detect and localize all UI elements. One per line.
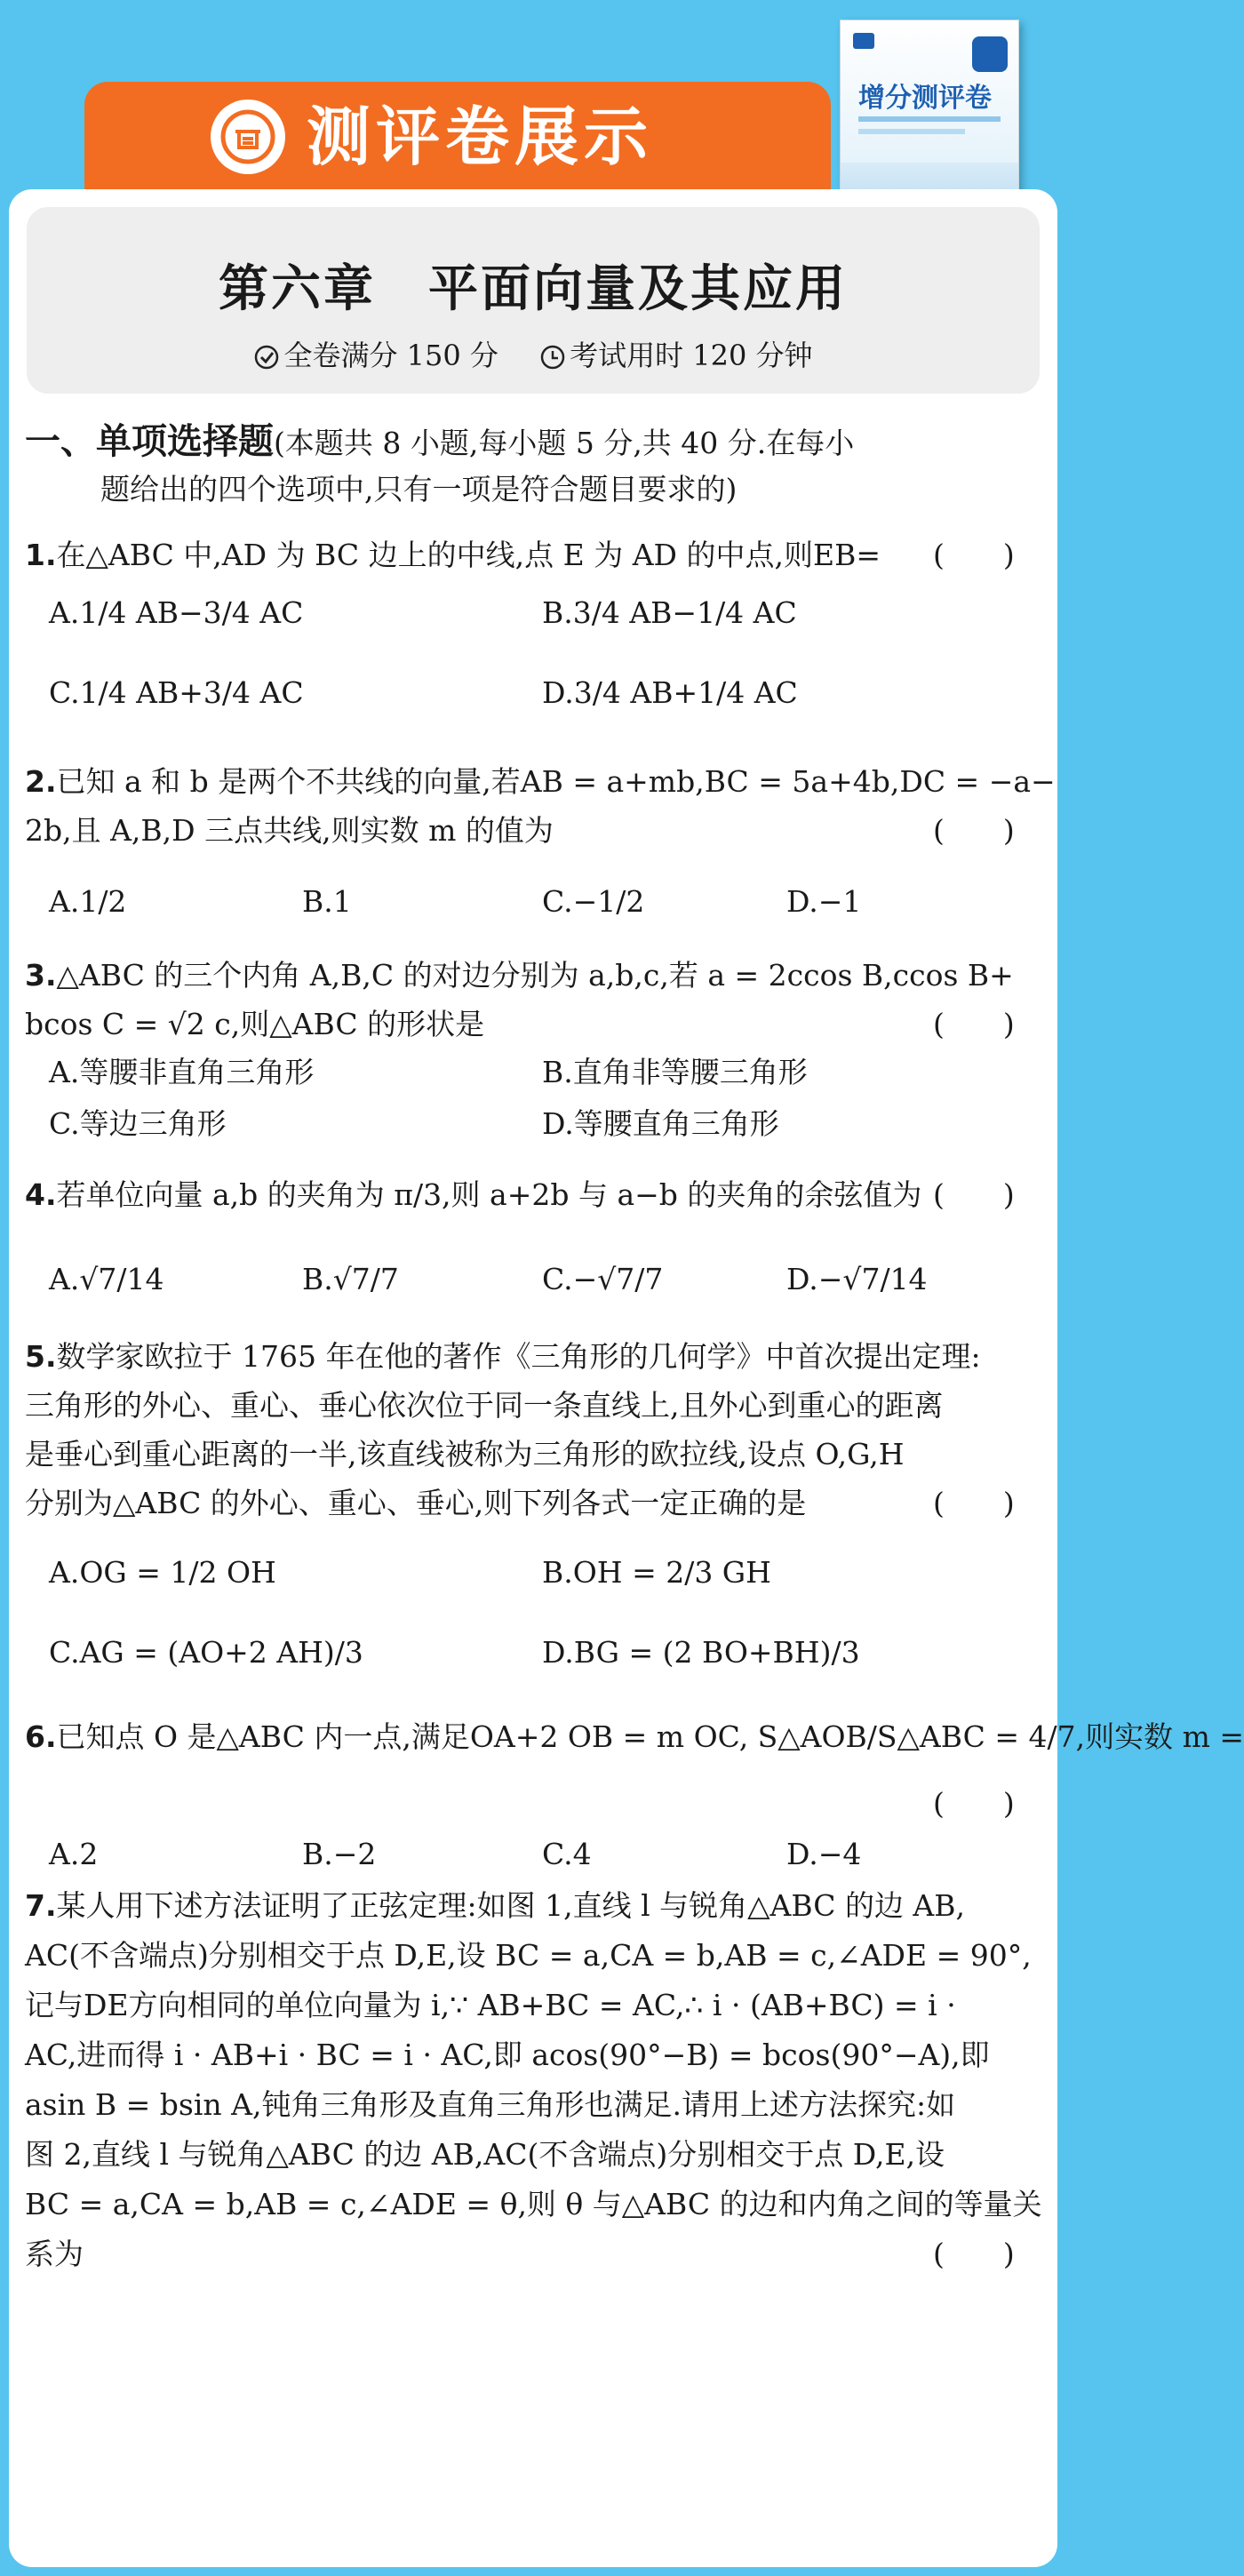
clock-icon: [539, 344, 566, 371]
option-c: C.AG = (AO+2 AH)/3: [49, 1635, 363, 1670]
question-text-line: asin B = bsin A,钝角三角形及直角三角形也满足.请用上述方法探究:如: [25, 2087, 956, 2122]
option-c: C.1/4 AB+3/4 AC: [49, 675, 304, 710]
book-logo-icon: [211, 100, 285, 174]
book-badge-icon: [972, 36, 1008, 72]
answer-paren: ( ): [933, 538, 1015, 572]
question-text-line: AC(不含端点)分别相交于点 D,E,设 BC = a,CA = b,AB = c,∠ADE = 90°,: [25, 1938, 1032, 1973]
option-a: A.OG = 1/2 OH: [49, 1555, 276, 1590]
question-text: 若单位向量 a,b 的夹角为 π/3,则 a+2b 与 a−b 的夹角的余弦值为: [56, 1177, 922, 1212]
option-d: D.3/4 AB+1/4 AC: [542, 675, 798, 710]
question-text: 已知 a 和 b 是两个不共线的向量,若AB = a+mb,BC = 5a+4b,DC = −a−: [56, 764, 1056, 799]
question-text-line: BC = a,CA = b,AB = c,∠ADE = θ,则 θ 与△ABC 的边和内角之间的等量关: [25, 2187, 1042, 2221]
question-number: 1.: [25, 538, 57, 572]
question-text-line: 2b,且 A,B,D 三点共线,则实数 m 的值为: [25, 813, 554, 848]
question-number: 2.: [25, 764, 57, 799]
section-title: [25, 422, 854, 463]
book-title: 增分测评卷: [858, 83, 992, 114]
question-1: [25, 536, 881, 575]
question-text-line: 记与DE方向相同的单位向量为 i,∵ AB+BC = AC,∴ i · (AB+BC) = i ·: [25, 1988, 956, 2022]
option-c: C.−1/2: [542, 884, 645, 919]
question-text-line: 三角形的外心、重心、垂心依次位于同一条直线上,且外心到重心的距离: [25, 1388, 944, 1423]
section-desc-line2: 题给出的四个选项中,只有一项是符合题目要求的): [100, 472, 738, 506]
exam-time-text: 考试用时 120 分钟: [570, 339, 813, 372]
option-a: A.1/4 AB−3/4 AC: [49, 595, 304, 630]
answer-paren: ( ): [933, 1486, 1015, 1520]
option-b: B.OH = 2/3 GH: [542, 1555, 771, 1590]
answer-paren: ( ): [933, 813, 1015, 848]
check-circle-icon: [253, 344, 280, 371]
section-desc: (本题共 8 小题,每小题 5 分,共 40 分.在每小: [274, 426, 855, 460]
option-d: D.等腰直角三角形: [542, 1106, 779, 1141]
paper-card: [9, 189, 1244, 2567]
question-number: 6.: [25, 1719, 57, 1754]
question-text: 某人用下述方法证明了正弦定理:如图 1,直线 l 与锐角△ABC 的边 AB,: [56, 1888, 966, 1923]
question-text: 已知点 O 是△ABC 内一点,满足OA+2 OB = m OC, S△AOB/S△ABC = 4/7,则实数 m =: [56, 1719, 1244, 1754]
answer-paren: ( ): [933, 1177, 1015, 1212]
banner: [84, 82, 831, 195]
option-d: D.−4: [786, 1837, 862, 1871]
question-7: [25, 1886, 965, 1926]
question-text: △ABC 的三个内角 A,B,C 的对边分别为 a,b,c,若 a = 2ccos B,ccos B+: [56, 958, 1014, 993]
option-a: A.√7/14: [49, 1262, 164, 1296]
option-c: C.−√7/7: [542, 1262, 664, 1296]
answer-paren: ( ): [933, 1786, 1015, 1821]
option-c: C.等边三角形: [49, 1106, 227, 1141]
section-label: 一、单项选择题: [25, 421, 274, 462]
question-text: 数学家欧拉于 1765 年在他的著作《三角形的几何学》中首次提出定理:: [56, 1339, 981, 1374]
question-text: 在△ABC 中,AD 为 BC 边上的中线,点 E 为 AD 的中点,则EB=: [56, 538, 881, 572]
question-4: [25, 1176, 921, 1215]
question-text-line: 图 2,直线 l 与锐角△ABC 的边 AB,AC(不含端点)分别相交于点 D,E,设: [25, 2137, 945, 2172]
question-number: 5.: [25, 1339, 57, 1374]
question-text-line: 系为: [25, 2237, 84, 2271]
option-a: A.等腰非直角三角形: [49, 1055, 315, 1089]
question-number: 7.: [25, 1888, 57, 1923]
question-number: 3.: [25, 958, 57, 993]
option-b: B.直角非等腰三角形: [542, 1055, 808, 1089]
option-b: B.1: [302, 884, 352, 919]
full-score: [253, 333, 498, 374]
question-5: [25, 1337, 981, 1376]
question-number: 4.: [25, 1177, 57, 1212]
option-b: B.−2: [302, 1837, 377, 1871]
exam-time: [539, 333, 812, 374]
banner-title: 测评卷展示: [307, 100, 654, 174]
publisher-logo-icon: [853, 33, 874, 49]
question-2: [25, 762, 1056, 802]
exam-meta: [27, 333, 1040, 374]
question-3: [25, 956, 1014, 995]
option-b: B.3/4 AB−1/4 AC: [542, 595, 797, 630]
full-score-text: 全卷满分 150 分: [283, 339, 498, 372]
question-text-line: 分别为△ABC 的外心、重心、垂心,则下列各式一定正确的是: [25, 1486, 807, 1520]
book-stripe: [858, 116, 1001, 122]
question-text-line: AC,进而得 i · AB+i · BC = i · AC,即 acos(90°−B) = bcos(90°−A),即: [25, 2038, 990, 2072]
option-a: A.1/2: [49, 884, 127, 919]
option-d: D.−1: [786, 884, 862, 919]
question-6: [25, 1718, 1244, 1757]
header-panel: [27, 207, 1040, 394]
answer-paren: ( ): [933, 2237, 1015, 2271]
option-a: A.2: [49, 1837, 99, 1871]
option-d: D.−√7/14: [786, 1262, 928, 1296]
option-d: D.BG = (2 BO+BH)/3: [542, 1635, 860, 1670]
answer-paren: ( ): [933, 1007, 1015, 1041]
option-c: C.4: [542, 1837, 592, 1871]
option-b: B.√7/7: [302, 1262, 399, 1296]
question-text-line: 是垂心到重心距离的一半,该直线被称为三角形的欧拉线,设点 O,G,H: [25, 1437, 905, 1471]
question-text-line: bcos C = √2 c,则△ABC 的形状是: [25, 1007, 485, 1041]
chapter-title: 第六章 平面向量及其应用: [219, 260, 848, 318]
book-stripe: [858, 129, 965, 134]
